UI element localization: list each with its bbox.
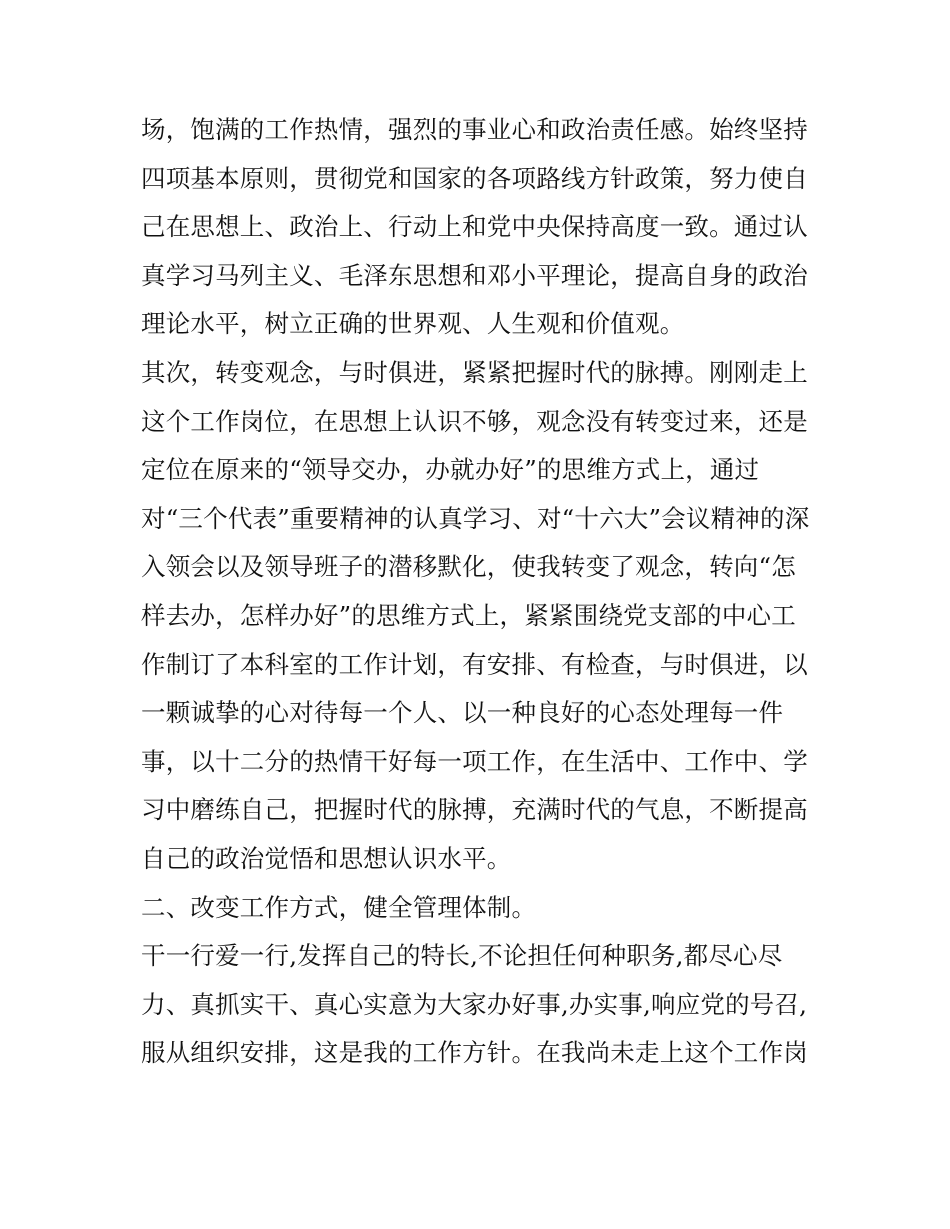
text-line: 场，饱满的工作热情，强烈的事业心和政治责任感。始终坚持 bbox=[141, 115, 808, 144]
text-line: 理论水平，树立正确的世界观、人生观和价值观。 bbox=[141, 309, 685, 339]
text-line: 对“三个代表”重要精神的认真学习、对“十六大”会议精神的深 bbox=[141, 503, 810, 533]
text-line: 干一行爱一行,发挥自己的特长,不论担任何种职务,都尽心尽 bbox=[141, 941, 783, 971]
text-line: 入领会以及领导班子的潜移默化，使我转变了观念，转向“怎 bbox=[141, 552, 796, 582]
text-line: 定位在原来的“领导交办，办就办好”的思维方式上，通过 bbox=[141, 455, 760, 485]
text-line: 样去办，怎样办好”的思维方式上，紧紧围绕党支部的中心工 bbox=[141, 600, 796, 630]
section-heading: 二、改变工作方式，健全管理体制。 bbox=[141, 892, 537, 922]
text-line: 服从组织安排，这是我的工作方针。在我尚未走上这个工作岗 bbox=[141, 1038, 808, 1068]
text-line: 一颗诚挚的心对待每一个人、以一种良好的心态处理每一件 bbox=[141, 698, 784, 728]
text-line: 其次，转变观念，与时俱进，紧紧把握时代的脉搏。刚刚走上 bbox=[141, 357, 808, 387]
text-line: 四项基本原则，贯彻党和国家的各项路线方针政策，努力使自 bbox=[141, 163, 808, 193]
text-line: 事，以十二分的热情干好每一项工作，在生活中、工作中、学 bbox=[141, 746, 808, 776]
text-line: 自己的政治觉悟和思想认识水平。 bbox=[141, 843, 512, 873]
text-line: 这个工作岗位，在思想上认识不够，观念没有转变过来，还是 bbox=[141, 406, 808, 436]
text-line: 真学习马列主义、毛泽东思想和邓小平理论，提高自身的政治 bbox=[141, 260, 808, 290]
document-body bbox=[141, 106, 821, 1078]
text-line: 己在思想上、政治上、行动上和党中央保持高度一致。通过认 bbox=[141, 212, 808, 242]
text-line: 习中磨练自己，把握时代的脉搏，充满时代的气息，不断提高 bbox=[141, 795, 808, 825]
text-line: 力、真抓实干、真心实意为大家办好事,办实事,响应党的号召, bbox=[141, 989, 808, 1019]
text-line: 作制订了本科室的工作计划，有安排、有检查，与时俱进，以 bbox=[141, 649, 808, 679]
